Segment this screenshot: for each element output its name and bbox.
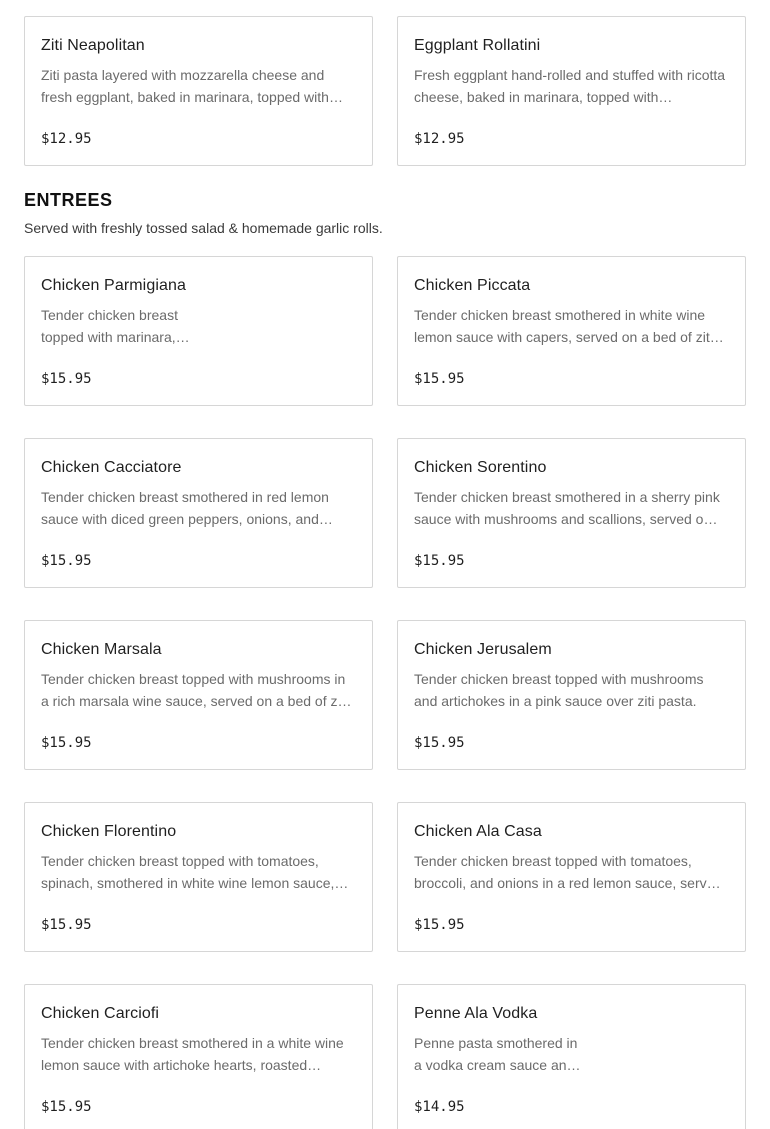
menu-item-card[interactable] xyxy=(24,802,373,952)
menu-item-price: $14.95 xyxy=(414,1099,465,1115)
menu-item-price: $15.95 xyxy=(41,1099,92,1115)
menu-item-description-line: Penne pasta smothered in xyxy=(414,1035,578,1051)
menu-item-name: Chicken Jerusalem xyxy=(414,641,552,658)
menu-item-price: $15.95 xyxy=(414,917,465,933)
menu-item-description: Ziti pasta layered with mozzarella cheese and fresh eggplant, baked in marinara, topped with… xyxy=(41,67,343,105)
menu-item-price: $15.95 xyxy=(41,917,92,933)
menu-item-price: $15.95 xyxy=(414,735,465,751)
menu-item-description-line: topped with marinara,… xyxy=(41,329,190,345)
menu-item-description: Tender chicken breast topped with mushrooms in a rich marsala wine sauce, served on a bed of z… xyxy=(41,671,352,709)
menu-item-name: Chicken Marsala xyxy=(41,641,162,658)
menu-item-card[interactable] xyxy=(24,620,373,770)
menu-item-description xyxy=(41,304,241,348)
menu-item-card[interactable] xyxy=(397,984,746,1129)
menu-item-name: Chicken Cacciatore xyxy=(41,459,182,476)
menu-item-card[interactable] xyxy=(24,984,373,1129)
menu-item-price: $15.95 xyxy=(41,735,92,751)
menu-item-name: Ziti Neapolitan xyxy=(41,37,145,54)
menu-item-card[interactable] xyxy=(397,256,746,406)
menu-item-price: $15.95 xyxy=(414,553,465,569)
menu-item-description: Tender chicken breast topped with mushrooms and artichokes in a pink sauce over ziti pasta. xyxy=(414,671,704,709)
menu-item-price: $15.95 xyxy=(414,371,465,387)
menu-item-description: Tender chicken breast smothered in a white wine lemon sauce with artichoke hearts, roasted… xyxy=(41,1035,344,1073)
menu-item-name: Chicken Piccata xyxy=(414,277,531,294)
menu-item-name: Chicken Carciofi xyxy=(41,1005,160,1022)
menu-item-card[interactable] xyxy=(397,438,746,588)
menu-item-name: Eggplant Rollatini xyxy=(414,37,541,54)
section-subtitle: Served with freshly tossed salad & homemade garlic rolls. xyxy=(24,220,383,236)
menu-item-description: Tender chicken breast smothered in a sherry pink sauce with mushrooms and scallions, served o… xyxy=(414,489,720,527)
menu-item-card[interactable] xyxy=(24,256,373,406)
menu-item-description: Tender chicken breast topped with tomatoes, spinach, smothered in white wine lemon sauce,… xyxy=(41,853,349,891)
menu-item-name: Penne Ala Vodka xyxy=(414,1005,538,1022)
menu-item-description-line: Tender chicken breast xyxy=(41,307,178,323)
menu-item-price: $15.95 xyxy=(41,371,92,387)
menu-item-description: Tender chicken breast topped with tomatoes, broccoli, and onions in a red lemon sauce, serv… xyxy=(414,853,721,891)
menu-item-name: Chicken Sorentino xyxy=(414,459,547,476)
menu-item-card[interactable] xyxy=(397,16,746,166)
menu-item-price: $12.95 xyxy=(41,131,92,147)
menu-item-description: Tender chicken breast smothered in red lemon sauce with diced green peppers, onions, and… xyxy=(41,489,333,527)
menu-item-price: $12.95 xyxy=(414,131,465,147)
menu-item-description: Fresh eggplant hand-rolled and stuffed with ricotta cheese, baked in marinara, topped with… xyxy=(414,67,726,105)
menu-item-price: $15.95 xyxy=(41,553,92,569)
menu-item-name: Chicken Parmigiana xyxy=(41,277,186,294)
menu-item-card[interactable] xyxy=(397,620,746,770)
menu-item-name: Chicken Ala Casa xyxy=(414,823,542,840)
menu-item-name: Chicken Florentino xyxy=(41,823,177,840)
menu-item-description-line: a vodka cream sauce an… xyxy=(414,1057,581,1073)
menu-item-description: Tender chicken breast smothered in white wine lemon sauce with capers, served on a bed of zit… xyxy=(414,307,724,345)
menu-item-description xyxy=(414,1032,614,1076)
menu-item-card[interactable] xyxy=(397,802,746,952)
menu-item-card[interactable] xyxy=(24,438,373,588)
section-title: ENTREES xyxy=(24,190,113,210)
menu-item-card[interactable] xyxy=(24,16,373,166)
